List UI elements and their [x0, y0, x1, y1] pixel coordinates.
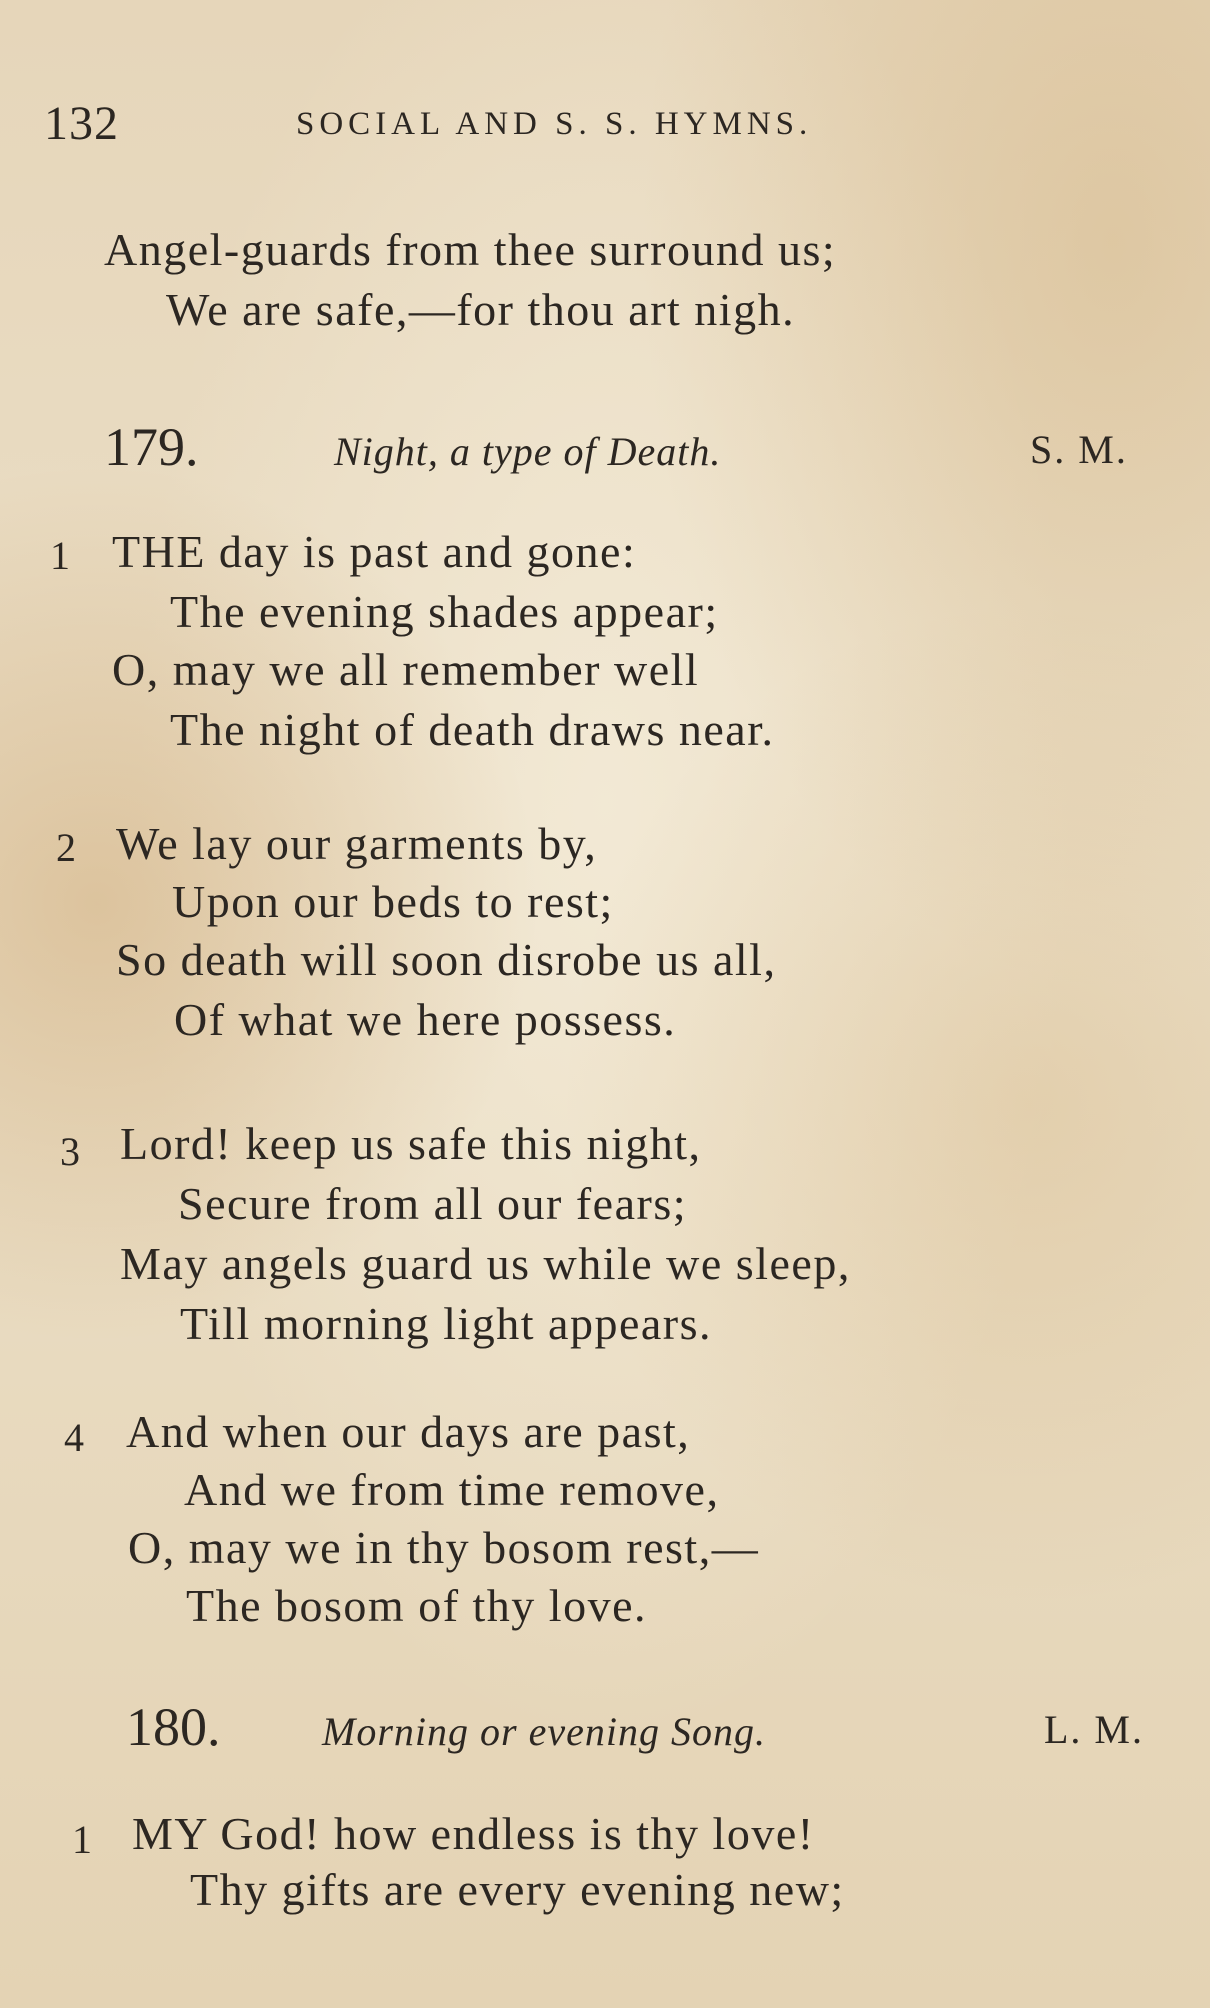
verse-line: Lord! keep us safe this night, — [120, 1118, 702, 1169]
verse-number: 2 — [56, 825, 76, 870]
verse-number: 3 — [60, 1129, 80, 1174]
verse-number: 4 — [64, 1415, 84, 1460]
hymn-title: Morning or evening Song. — [322, 1709, 766, 1754]
verse-line: So death will soon disrobe us all, — [116, 934, 777, 985]
hymn-number: 180. — [126, 1697, 221, 1757]
hymn-heading — [126, 1696, 1210, 1766]
hymn-number: 179. — [104, 417, 199, 477]
hymn-heading — [104, 416, 1204, 486]
page-header — [44, 96, 1164, 152]
verse-number: 1 — [72, 1817, 92, 1862]
page-number: 132 — [44, 97, 119, 150]
hymn-meter: L. M. — [1044, 1707, 1144, 1752]
verse-line: And we from time remove, — [184, 1464, 720, 1515]
verse-line: The bosom of thy love. — [186, 1580, 647, 1631]
continuation-line: Angel-guards from thee surround us; — [104, 224, 837, 275]
verse-line: O, may we all remember well — [112, 644, 700, 695]
verse-number: 1 — [50, 533, 70, 578]
continuation-line: We are safe,—for thou art nigh. — [166, 284, 796, 335]
verse-line: May angels guard us while we sleep, — [120, 1238, 851, 1289]
verse-line: Thy gifts are every evening new; — [190, 1864, 845, 1915]
verse-line: Upon our beds to rest; — [172, 876, 614, 927]
verse-line: The night of death draws near. — [170, 704, 775, 755]
running-head: SOCIAL AND S. S. HYMNS. — [296, 106, 813, 142]
verse-line: THE day is past and gone: — [112, 526, 637, 577]
verse-line: Of what we here possess. — [174, 994, 677, 1045]
hymn-meter: S. M. — [1030, 427, 1128, 472]
hymn-title: Night, a type of Death. — [334, 429, 722, 474]
verse-line: O, may we in thy bosom rest,— — [128, 1522, 760, 1573]
verse-line: Secure from all our fears; — [178, 1178, 688, 1229]
verse-line: We lay our garments by, — [116, 818, 598, 869]
verse-line: And when our days are past, — [126, 1406, 691, 1457]
verse-line: The evening shades appear; — [170, 586, 719, 637]
verse-line: MY God! how endless is thy love! — [132, 1808, 815, 1859]
verse-line: Till morning light appears. — [180, 1298, 713, 1349]
